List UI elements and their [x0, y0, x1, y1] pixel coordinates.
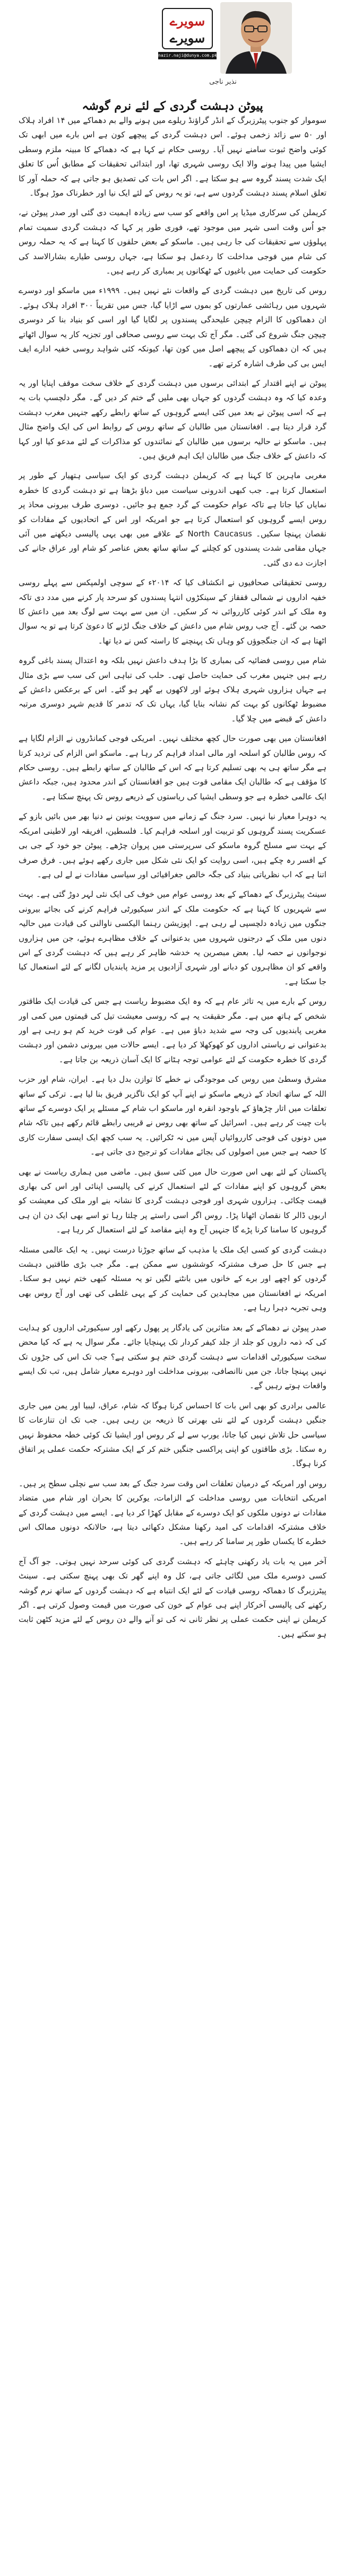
paragraph: پاکستان کے لئے بھی اس صورت حال میں کئی سبق ہیں۔ ماضی میں ہماری ریاست نے بھی بعض گروہوں کو اپنے مفادات کے لئے استعمال کرنے کی پالیسی اپنائی اور اس کی بھاری قیمت چکائی۔ ہزاروں شہری اور فوجی دہشت گردی کا نشانہ بنے اور ملک کی معیشت کو اربوں ڈالر کا نقصان اٹھانا پڑا۔ روس اگر اسی راستے پر چلتا رہا تو اسے بھی ایک دن ان ہی گروہوں کا سامنا کرنا پڑے گا جنہیں آج وہ اپنے مقاصد کے لئے استعمال کر رہا ہے۔	[19, 1167, 326, 1235]
paragraph: افغانستان میں بھی صورت حال کچھ مختلف نہیں۔ امریکی فوجی کمانڈروں نے الزام لگایا ہے کہ روس طالبان کو اسلحہ اور مالی امداد فراہم کر رہا ہے۔ ماسکو اس الزام کی تردید کرتا ہے مگر ساتھ ہی یہ بھی تسلیم کرتا ہے کہ اس کے طالبان کے ساتھ رابطے ہیں۔ روسی حکام کا مؤقف ہے کہ طالبان ایک مقامی قوت ہیں جو افغانستان کے اندر محدود ہیں، جبکہ داعش ایک عالمی خطرہ ہے جو وسطی ایشیا کی ریاستوں کے ذریعے روس تک پہنچ سکتا ہے۔	[19, 734, 326, 801]
paragraph: روس کی تاریخ میں دہشت گردی کے واقعات نئے نہیں ہیں۔ ۱۹۹۹ء میں ماسکو اور دوسرے شہروں میں رہائشی عمارتوں کو بموں سے اڑایا گیا، جس میں تقریباً ۳۰۰ افراد ہلاک ہوئے۔ ان دھماکوں کا الزام چیچن علیحدگی پسندوں پر لگایا گیا اور اسی کو بنیاد بنا کر دوسری چیچن جنگ شروع کی گئی۔ مگر آج تک بہت سے روسی صحافی اور تجزیہ کار یہ سوال اٹھاتے ہیں کہ ان دھماکوں کے پیچھے اصل میں کون تھا، کیونکہ کئی شواہد روسی خفیہ ادارے ایف ایس بی کی طرف اشارہ کرتے تھے۔	[19, 286, 326, 368]
article-headline: پیوٹن دہشت گردی کے لئے نرم گوشہ	[82, 99, 263, 113]
paragraph: روس اور امریکہ کے درمیان تعلقات اس وقت سرد جنگ کے بعد سب سے نچلی سطح پر ہیں۔ امریکی انتخابات میں روسی مداخلت کے الزامات، یوکرین کا بحران اور شام میں متضاد مفادات نے دونوں ملکوں کو ایک دوسرے کے مقابل کھڑا کر دیا ہے۔ ایسے میں دہشت گردی کے خلاف مشترکہ اقدامات کی امید رکھنا مشکل دکھائی دیتا ہے، حالانکہ دونوں ممالک اس خطرے کا یکساں طور پر سامنا کر رہے ہیں۔	[19, 1478, 326, 1547]
paragraph: دہشت گردی کو کسی ایک ملک یا مذہب کے ساتھ جوڑنا درست نہیں۔ یہ ایک عالمی مسئلہ ہے جس کا حل صرف مشترکہ کوششوں سے ممکن ہے۔ مگر جب بڑی طاقتیں دہشت گردوں کو اچھے اور برے کے خانوں میں بانٹنے لگیں تو یہ مسئلہ کبھی ختم نہیں ہو سکتا۔ امریکہ نے افغانستان میں مجاہدین کی حمایت کر کے یہی غلطی کی تھی اور آج روس بھی وہی تجربہ دہرا رہا ہے۔	[19, 1245, 326, 1313]
paragraph: صدر پیوٹن نے دھماکے کے بعد متاثرین کی یادگار پر پھول رکھے اور سیکیورٹی اداروں کو ہدایت کی کہ ذمہ داروں کو جلد از جلد کیفر کردار تک پہنچایا جائے۔ مگر سوال یہ ہے کہ کیا محض سخت سیکیورٹی اقدامات سے دہشت گردی ختم ہو سکتی ہے؟ جب تک اس کی جڑوں تک نہیں پہنچا جاتا، جن میں ناانصافی، بیرونی مداخلت اور دوہرے معیار شامل ہیں، تب تک ایسے واقعات ہوتے رہیں گے۔	[19, 1322, 326, 1391]
paragraph: عالمی برادری کو بھی اس بات کا احساس کرنا ہوگا کہ شام، عراق، لیبیا اور یمن میں جاری جنگیں دہشت گردوں کے لئے نئی بھرتی کا ذریعہ بن رہی ہیں۔ جب تک ان تنازعات کا سیاسی حل تلاش نہیں کیا جاتا، یورپ سے لے کر روس اور ایشیا تک کوئی خطہ محفوظ نہیں رہ سکتا۔ بڑی طاقتوں کو اپنی پراکسی جنگیں ختم کر کے ایک مشترکہ حکمت عملی پر اتفاق کرنا ہوگا۔	[19, 1400, 326, 1469]
paragraph: مشرق وسطیٰ میں روس کی موجودگی نے خطے کا توازن بدل دیا ہے۔ ایران، شام اور حزب اللہ کے ساتھ اتحاد کے ذریعے ماسکو نے اپنے آپ کو ایک ناگزیر فریق بنا لیا ہے۔ ترکی کے ساتھ تعلقات میں اتار چڑھاؤ کے باوجود انقرہ اور ماسکو اب شام کے مسئلے پر ایک دوسرے کے ساتھ بات چیت کر رہے ہیں۔ اسرائیل کے ساتھ بھی روس نے قریبی رابطے قائم رکھے ہیں تاکہ شام میں دونوں کی فوجی کارروائیاں آپس میں نہ ٹکرائیں۔ یہ سب کچھ ایک ایسی سفارت کاری کا حصہ ہے جس میں اصولوں کی بجائے مفادات کو ترجیح دی جاتی ہے۔	[19, 1074, 326, 1157]
paragraph: سینٹ پیٹرزبرگ کے دھماکے کے بعد روسی عوام میں خوف کی ایک نئی لہر دوڑ گئی ہے۔ بہت سے شہریوں کا کہنا ہے کہ حکومت ملک کے اندر سیکیورٹی فراہم کرنے کی بجائے بیرونی جنگوں میں زیادہ دلچسپی لے رہی ہے۔ اپوزیشن رہنما الیکسی ناوالنی کی قیادت میں حالیہ دنوں میں ملک کے درجنوں شہروں میں بدعنوانی کے خلاف مظاہرے ہوئے، جن میں ہزاروں نوجوانوں نے حصہ لیا۔ بعض مبصرین یہ خدشہ ظاہر کر رہے ہیں کہ دہشت گردی کے اس واقعے کو ان مظاہروں کو دبانے اور شہری آزادیوں پر مزید پابندیاں لگانے کے لئے استعمال کیا جا سکتا ہے۔	[19, 889, 326, 986]
paragraph: پیوٹن نے اپنے اقتدار کے ابتدائی برسوں میں دہشت گردی کے خلاف سخت موقف اپنایا اور یہ وعدہ کیا کہ وہ دہشت گردوں کو جہاں بھی ملیں گے ختم کر دیں گے۔ مگر دلچسپ بات یہ ہے کہ اسی پیوٹن نے بعد میں کئی ایسے گروہوں کے ساتھ رابطے رکھے جنہیں مغرب دہشت گرد قرار دیتا ہے۔ افغانستان میں طالبان کے ساتھ روس کے روابط اس کی ایک واضح مثال ہیں۔ ماسکو نے حالیہ برسوں میں طالبان کے نمائندوں کو مذاکرات کے لئے مدعو کیا اور کہا کہ داعش کے خلاف جنگ میں طالبان ایک اہم فریق ہیں۔	[19, 378, 326, 461]
newspaper-masthead-logo-icon	[158, 7, 217, 50]
column-logo	[158, 3, 217, 67]
paragraph: سوموار کو جنوب پیٹرزبرگ کے انڈر گراؤنڈ ریلوے میں ہونے والے بم دھماکے میں ۱۴ افراد ہلاک اور ۵۰ سے زائد زخمی ہوئے۔ اس دہشت گردی کے پیچھے کون ہے اس بارے میں ابھی تک کوئی واضح ثبوت سامنے نہیں آیا۔ روسی حکام نے کہا ہے کہ دھماکے کا مبینہ ملزم وسطی ایشیا میں پیدا ہونے والا ایک روسی شہری تھا، اور ابتدائی تحقیقات کے مطابق اُس کا تعلق ایک شدت پسند گروہ سے ہو سکتا ہے۔ اگر اس بات کی تصدیق ہو جاتی ہے کہ حملہ آور کا تعلق اسلام پسند دہشت گردوں سے ہے، تو یہ روس کے لئے ایک نیا اور خطرناک موڑ ہوگا۔	[19, 116, 326, 198]
logo-word-top: سویرے	[169, 13, 205, 29]
paragraph: مغربی ماہرین کا کہنا ہے کہ کریملن دہشت گردی کو ایک سیاسی ہتھیار کے طور پر استعمال کرتا ہے۔ جب کبھی اندرونی سیاست میں دباؤ بڑھتا ہے تو دہشت گردی کا خطرہ نمایاں کیا جاتا ہے تاکہ عوام حکومت کے گرد جمع ہو جائیں۔ دوسری طرف بیرونی محاذ پر روس ایسے گروہوں کو استعمال کرتا ہے جو امریکہ اور اس کے اتحادیوں کے مفادات کو نقصان پہنچا سکیں۔ North Caucasus کے علاقے میں بھی یہی پالیسی دیکھنے میں آئی جہاں مقامی شدت پسندوں کو کچلنے کے ساتھ ساتھ بعض عناصر کو شام اور عراق جانے کی اجازت دے دی گئی۔	[19, 471, 326, 568]
paragraph: آخر میں یہ بات یاد رکھنی چاہئے کہ دہشت گردی کی کوئی سرحد نہیں ہوتی۔ جو آگ آج کسی دوسرے ملک میں لگائی جاتی ہے، کل وہ اپنے گھر تک بھی پہنچ سکتی ہے۔ سینٹ پیٹرزبرگ کا دھماکہ روسی قیادت کے لئے ایک انتباہ ہے کہ دہشت گردوں کے ساتھ نرم گوشہ رکھنے کی پالیسی آخرکار اپنے ہی عوام کے خون کی صورت میں قیمت وصول کرتی ہے۔ اگر کریملن نے اپنی حکمت عملی پر نظر ثانی نہ کی تو آنے والے دن روس کے لئے مزید کٹھن ثابت ہو سکتے ہیں۔	[19, 1556, 326, 1639]
paragraph: شام میں روسی فضائیہ کی بمباری کا بڑا ہدف داعش نہیں بلکہ وہ اعتدال پسند باغی گروہ رہے ہیں جنہیں مغرب کی حمایت حاصل تھی۔ حلب کی تباہی اس کی سب سے بڑی مثال ہے جہاں ہزاروں شہری ہلاک ہوئے اور لاکھوں بے گھر ہو گئے۔ اس کے برعکس داعش کے مضبوط ٹھکانوں کو بہت کم نشانہ بنایا گیا، یہاں تک کہ تدمر کا قدیم شہر دوسری مرتبہ داعش کے قبضے میں چلا گیا۔	[19, 656, 326, 724]
column-header	[0, 0, 345, 111]
logo-word-bottom: سویرے	[169, 30, 205, 46]
paragraph: یہ دوہرا معیار نیا نہیں۔ سرد جنگ کے زمانے میں سوویت یونین نے دنیا بھر میں بائیں بازو کے عسکریت پسند گروہوں کو تربیت اور اسلحہ فراہم کیا۔ فلسطین، افریقہ اور لاطینی امریکہ کے بہت سے مسلح گروہ ماسکو کی سرپرستی میں پروان چڑھے۔ پیوٹن جو خود کے جی بی کے افسر رہ چکے ہیں، اسی روایت کو ایک نئی شکل میں جاری رکھے ہوئے ہیں۔ فرق صرف اتنا ہے کہ اب نظریاتی بنیاد کی جگہ خالص جغرافیائی اور سیاسی مفادات نے لے لی ہے۔	[19, 811, 326, 879]
author-photo	[220, 2, 292, 74]
paragraph: کریملن کی سرکاری میڈیا پر اس واقعے کو سب سے زیادہ اہمیت دی گئی اور صدر پیوٹن نے، جو اُس وقت اسی شہر میں موجود تھے، فوری طور پر کہا کہ دہشت گردی سمیت تمام پہلوؤں سے تحقیقات کی جا رہی ہیں۔ ماسکو کے بعض حلقوں کا کہنا ہے کہ یہ حملہ روس کی شام میں فوجی مداخلت کا ردعمل ہو سکتا ہے، جہاں روسی طیارے بشارالاسد کی حکومت کی حمایت میں باغیوں کے ٹھکانوں پر بمباری کر رہے ہیں۔	[19, 208, 326, 276]
author-portrait-icon	[220, 2, 292, 74]
paragraph: روس کے بارے میں یہ تاثر عام ہے کہ وہ ایک مضبوط ریاست ہے جس کی قیادت ایک طاقتور شخص کے ہاتھ میں ہے۔ مگر حقیقت یہ ہے کہ روسی معیشت تیل کی قیمتوں میں کمی اور مغربی پابندیوں کی وجہ سے شدید دباؤ میں ہے۔ عوام کی قوت خرید کم ہو رہی ہے اور بدعنوانی نے ریاستی اداروں کو کھوکھلا کر دیا ہے۔ ایسے حالات میں بیرونی دشمن اور دہشت گردی کا خطرہ حکومت کے لئے عوامی توجہ ہٹانے کا ایک آسان ذریعہ بن جاتا ہے۔	[19, 996, 326, 1064]
author-name: نذیر ناجی	[209, 78, 237, 86]
article-body	[19, 113, 326, 2562]
author-email[interactable]: nazir.naji@dunya.com.pk	[158, 52, 217, 59]
paragraph: روسی تحقیقاتی صحافیوں نے انکشاف کیا کہ ۲۰۱۴ء کے سوچی اولمپکس سے پہلے روسی خفیہ اداروں نے شمالی قفقاز کے سینکڑوں انتہا پسندوں کو سرحد پار کرنے میں مدد دی تاکہ وہ ملک کے اندر کوئی کارروائی نہ کر سکیں۔ ان میں سے بہت سے لوگ بعد میں داعش کا حصہ بن گئے۔ آج جب روس شام میں داعش کے خلاف جنگ لڑنے کا دعویٰ کرتا ہے تو یہ سوال اٹھتا ہے کہ ان جنگجوؤں کو وہاں تک پہنچنے کا راستہ کس نے دیا تھا۔	[19, 578, 326, 646]
